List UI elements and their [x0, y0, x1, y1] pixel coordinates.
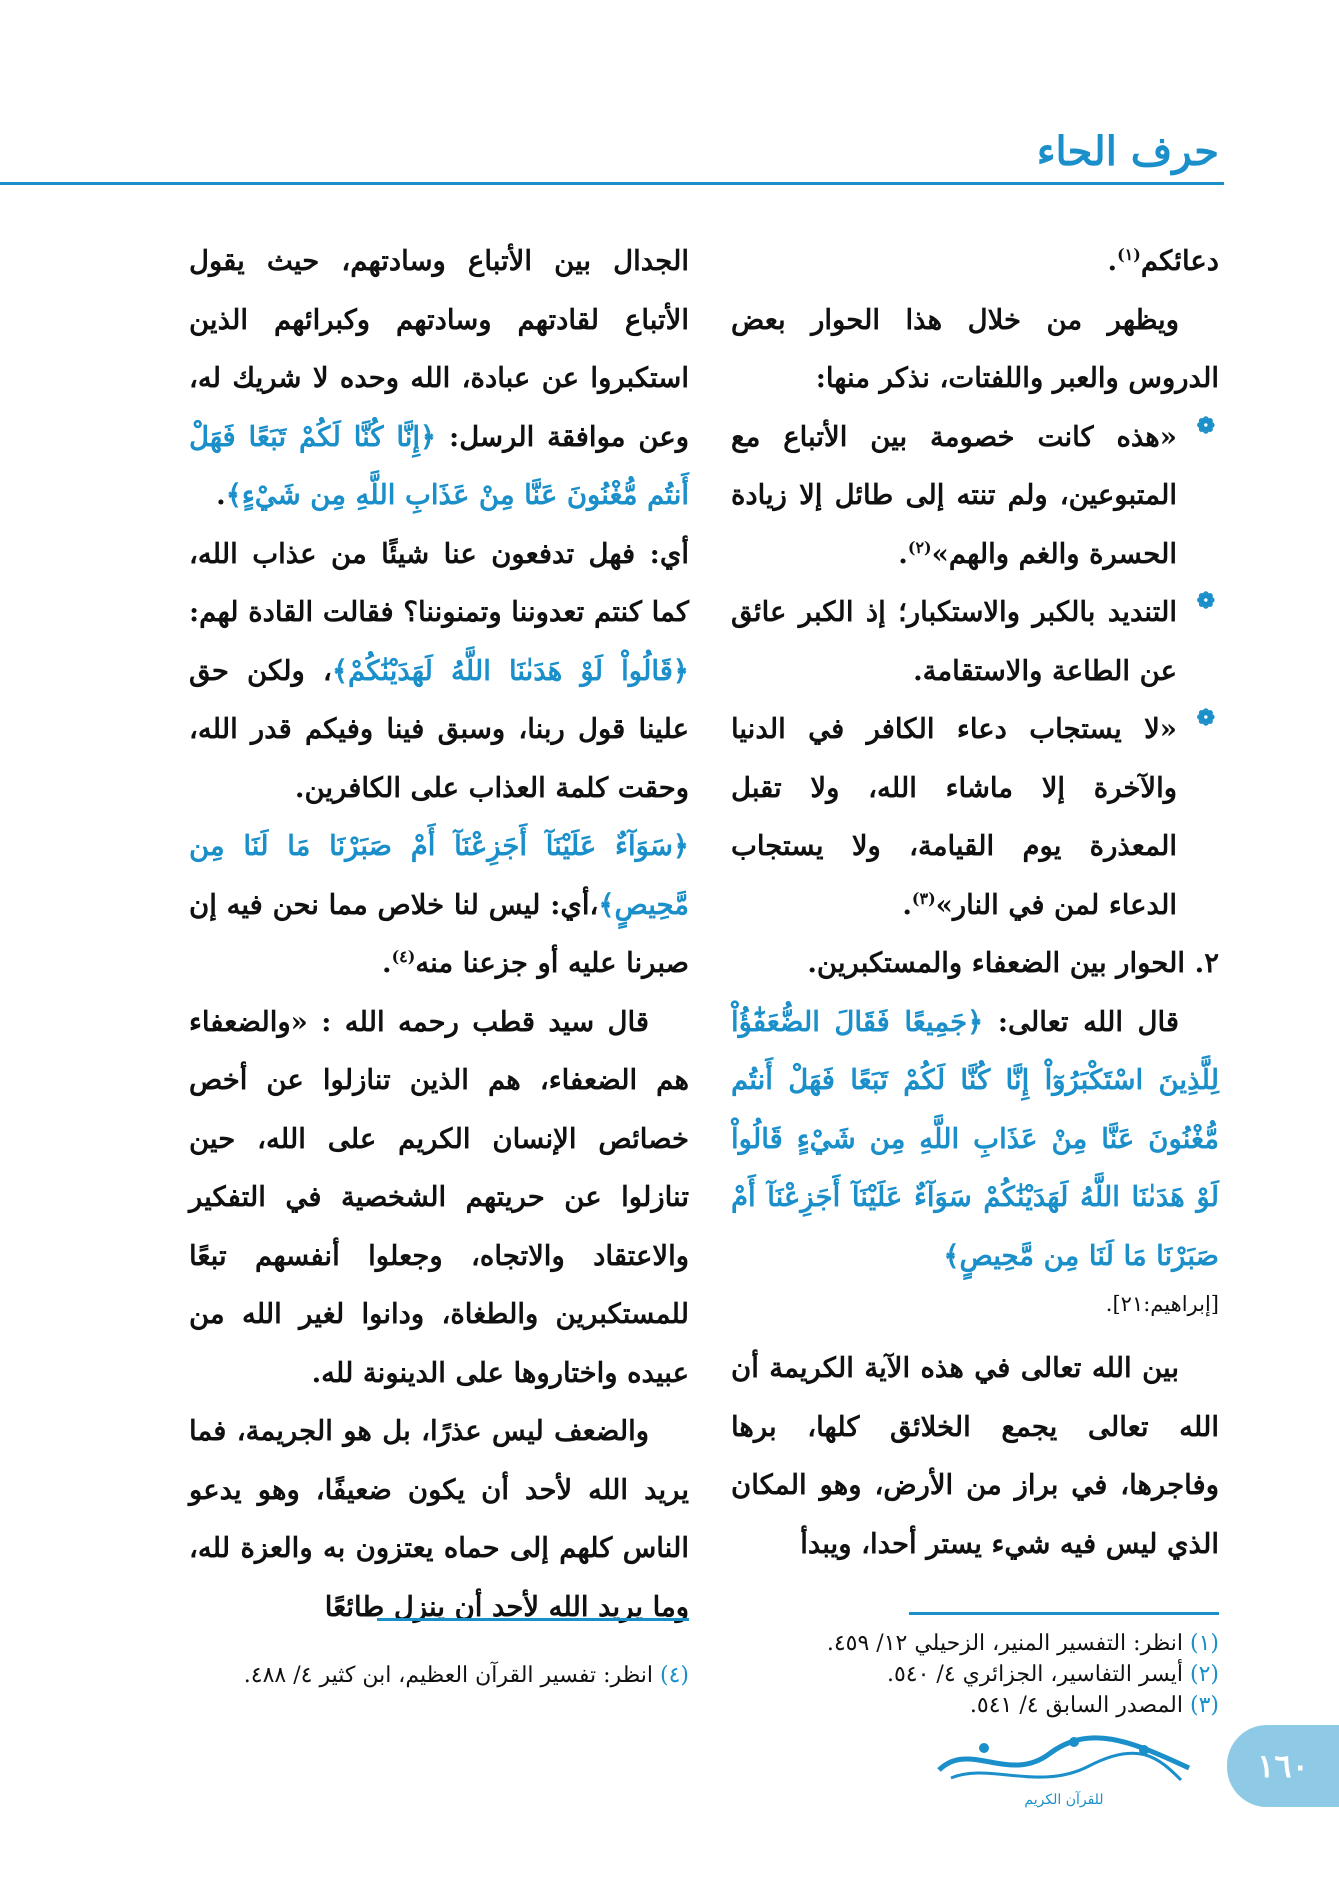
- section-heading: ٢. الحوار بين الضعفاء والمستكبرين.: [807, 947, 1219, 979]
- paragraph: والضعف ليس عذرًا، بل هو الجريمة، فما يريد الله لأحد أن يكون ضعيفًا، وهو يدعو الناس كلهم إلى حماه يعتزون به والعزة لله، وما يريد الله لأحد أن ينزل طائعًا: [189, 1415, 689, 1623]
- paragraph: أي: فهل تدفعون عنا شيئًا من عذاب الله، كما كنتم تعدوننا وتمنوننا؟ فقالت القادة لهم: ﴿قَالُواْ لَوْ هَدَىٰنَا اللَّهُ لَهَدَيْنَٰكُمْ﴾، ولكن حق علينا قول ربنا، وسبق فينا وفيكم قدر الله، وحقت كلمة العذاب على الكافرين.: [189, 537, 689, 804]
- verse-reference: [إبراهيم:٢١].: [1105, 1292, 1219, 1316]
- footnote: (١) انظر: التفسير المنير، الزحيلي ١٢/ ٤٥٩.: [826, 1631, 1219, 1656]
- footnote: (٢) أيسر التفاسير، الجزائري ٤/ ٥٤٠.: [886, 1662, 1219, 1687]
- footnote-divider-left: [377, 1618, 689, 1621]
- page-number-tab: [1227, 1725, 1339, 1807]
- footnote: (٤) انظر: تفسير القرآن العظيم، ابن كثير ٤/ ٤٨٨.: [243, 1663, 689, 1688]
- paragraph: الجدال بين الأتباع وسادتهم، حيث يقول الأتباع لقادتهم وسادتهم وكبرائهم الذين استكبروا عن عبادة، الله وحده لا شريك له، وعن موافقة الرسل: ﴿إِنَّا كُنَّا لَكُمْ تَبَعًا فَهَلْ أَنتُم مُّغْنُونَ عَنَّا مِنْ عَذَابِ اللَّهِ مِن شَيْءٍ﴾.: [189, 245, 690, 511]
- footnote-ref[interactable]: (١): [1117, 244, 1141, 264]
- flower-bullet-icon: ❁: [1196, 705, 1215, 731]
- logo-calligraphy-icon: [929, 1722, 1199, 1812]
- footnote-ref[interactable]: (٢): [907, 537, 932, 557]
- page-number: ١٦٠: [1257, 1747, 1309, 1785]
- footnote-ref[interactable]: (٤): [391, 946, 416, 966]
- quran-verse: ﴿إِنَّا كُنَّا لَكُمْ تَبَعًا فَهَلْ أَنتُم مُّغْنُونَ عَنَّا مِنْ عَذَابِ اللَّهِ مِن شَيْءٍ﴾: [189, 420, 689, 511]
- paragraph: بين الله تعالى في هذه الآية الكريمة أن الله تعالى يجمع الخلائق كلها، برها وفاجرها، في براز من الأرض، وهو المكان الذي ليس فيه شيء يستر أحدا، ويبدأ: [731, 1352, 1219, 1560]
- quran-verse: ﴿سَوَآءٌ عَلَيْنَآ أَجَزِعْنَآ أَمْ صَبَرْنَا مَا لَنَا مِن مَّحِيصٍ﴾: [189, 830, 689, 921]
- footnote-divider-right: [909, 1612, 1219, 1615]
- footnote-ref[interactable]: (٣): [911, 888, 936, 908]
- footnotes-left: [189, 1660, 689, 1691]
- chapter-title: حرف الحاء: [1036, 128, 1219, 175]
- series-logo: [929, 1722, 1199, 1812]
- paragraph: دعائكم$^{(١)}$.: [1107, 244, 1219, 277]
- footnotes-right: [731, 1628, 1219, 1721]
- list-item: ❁ «لا يستجاب دعاء الكافر في الدنيا والآخرة إلا ماشاء الله، ولا تقبل المعذرة يوم القيامة، ولا يستجاب الدعاء لمن في النار»$^{(٣)}$.: [731, 705, 1215, 921]
- paragraph: قال الله تعالى: ﴿جَمِيعًا فَقَالَ الضُّعَفَٰٓؤُاْ لِلَّذِينَ اسْتَكْبَرُوٓاْ إِنَّا كُنَّا لَكُمْ تَبَعًا فَهَلْ أَنتُم مُّغْنُونَ عَنَّا مِنْ عَذَابِ اللَّهِ مِن شَيْءٍ قَالُواْ لَوْ هَدَىٰنَا اللَّهُ لَهَدَيْنَٰكُمْ سَوَآءٌ عَلَيْنَآ أَجَزِعْنَآ أَمْ صَبَرْنَا مَا لَنَا مِن مَّحِيصٍ﴾: [731, 1005, 1219, 1272]
- flower-bullet-icon: ❁: [1196, 412, 1215, 439]
- footnote: (٣) المصدر السابق ٤/ ٥٤١.: [969, 1693, 1219, 1718]
- right-column: [731, 232, 1219, 1573]
- left-column: [189, 232, 689, 1636]
- paragraph: ويظهر من خلال هذا الحوار بعض الدروس والعبر واللفتات، نذكر منها:: [731, 303, 1219, 394]
- header-divider: [0, 182, 1224, 185]
- quran-verse: ﴿جَمِيعًا فَقَالَ الضُّعَفَٰٓؤُاْ لِلَّذِينَ اسْتَكْبَرُوٓاْ إِنَّا كُنَّا لَكُمْ تَبَعًا فَهَلْ أَنتُم مُّغْنُونَ عَنَّا مِنْ عَذَابِ اللَّهِ مِن شَيْءٍ قَالُواْ لَوْ هَدَىٰنَا اللَّهُ لَهَدَيْنَٰكُمْ سَوَآءٌ عَلَيْنَآ أَجَزِعْنَآ أَمْ صَبَرْنَا مَا لَنَا مِن مَّحِيصٍ﴾: [731, 1005, 1219, 1272]
- paragraph: قال سيد قطب رحمه الله : «والضعفاء هم الضعفاء، هم الذين تنازلوا عن أخص خصائص الإنسان الكريم على الله، حين تنازلوا عن حريتهم الشخصية في التفكير والاعتقاد والاتجاه، وجعلوا أنفسهم تبعًا للمستكبرين والطغاة، ودانوا لغير الله من عبيده واختاروها على الدينونة لله.: [189, 1005, 689, 1389]
- list-item: ❁ «هذه كانت خصومة بين الأتباع مع المتبوعين، ولم تنته إلى طائل إلا زيادة الحسرة والغم والهم»$^{(٢)}$.: [731, 412, 1215, 570]
- flower-bullet-icon: ❁: [1196, 588, 1215, 614]
- quran-verse: ﴿قَالُواْ لَوْ هَدَىٰنَا اللَّهُ لَهَدَيْنَٰكُمْ﴾: [331, 654, 689, 687]
- logo-subtitle: للقرآن الكريم: [1024, 1792, 1104, 1808]
- list-item: ❁ التنديد بالكبر والاستكبار؛ إذ الكبر عائق عن الطاعة والاستقامة.: [731, 588, 1215, 687]
- paragraph: ﴿سَوَآءٌ عَلَيْنَآ أَجَزِعْنَآ أَمْ صَبَرْنَا مَا لَنَا مِن مَّحِيصٍ﴾،أي: ليس لنا خلاص مما نحن فيه إن صبرنا عليه أو جزعنا منه$^{(٤)}$.: [189, 830, 689, 979]
